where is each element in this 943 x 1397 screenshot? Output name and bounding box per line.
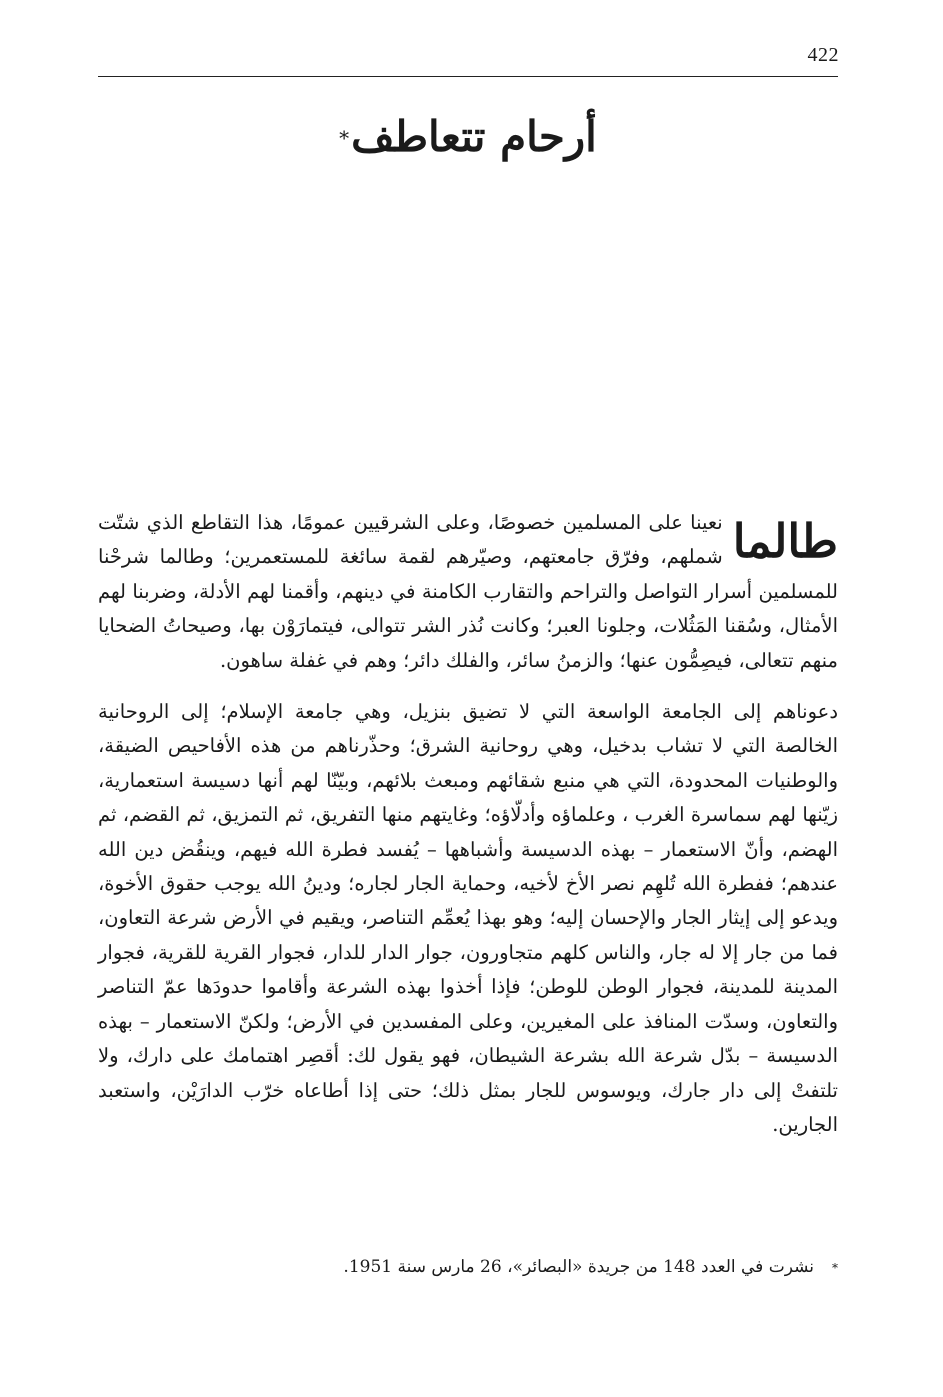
footnote-text: نشرت في العدد 148 من جريدة «البصائر»، 26 مارس سنة 1951. bbox=[343, 1257, 814, 1277]
paragraph-1-text: نعينا على المسلمين خصوصًا، وعلى الشرقيين عمومًا، هذا التقاطع الذي شتّت شملهم، وفرّق جامعتهم، وصيّرهم لقمة سائغة للمستعمرين؛ وطالما شرحْنا للمسلمين أسرار التواصل والتراحم والتقارب الكامنة في دينهم، وأقمنا لهم الأدلة، وضربنا لهم الأمثال، وسُقنا المَثُلات، وجلونا العبر؛ وكانت نُذر الشر تتوالى، فيتمارَوْن بها، وصيحاتُ الضحايا منهم تتعالى، فيصِمُّون عنها؛ والزمنُ سائر، والفلك دائر؛ وهم في غفلة ساهون. bbox=[98, 511, 838, 672]
paragraph-2: دعوناهم إلى الجامعة الواسعة التي لا تضيق بنزيل، وهي جامعة الإسلام؛ إلى الروحانية الخالصة التي لا تشاب بدخيل، وهي روحانية الشرق؛ وحذّرناهم من هذه الأفاحيص الضيقة، والوطنيات المحدودة، التي هي منبع شقائهم ومبعث بلائهم، وبيّنّا لهم أنها دسيسة استعمارية، زيّنها لهم سماسرة الغرب ، وعلماؤه وأدلّاؤه؛ وغايتهم منها التفريق، ثم التمزيق، ثم القضم، ثم الهضم، وأنّ الاستعمار – بهذه الدسيسة وأشباهها – يُفسد فطرة الله فيهم، وينقُض دين الله عندهم؛ ففطرة الله تُلهِم نصر الأخ لأخيه، وحماية الجار لجاره؛ ودينُ الله يوجب حقوق الأخوة، ويدعو إلى إيثار الجار والإحسان إليه؛ وهو بهذا يُعمِّم التناصر، ويقيم في الأرض شرعة التعاون، فما من جار إلا له جار، والناس كلهم متجاورون، جوار الدار للدار، فجوار القرية للقرية، فجوار المدينة للمدينة، فجوار الوطن للوطن؛ فإذا أخذوا بهذه الشرعة وأقاموا حدودَها عمّ التناصر والتعاون، وسدّت المنافذ على المغيرين، وعلى المفسدين في الأرض؛ ولكنّ الاستعمار – بهذه الدسيسة – بدّل شرعة الله بشرعة الشيطان، فهو يقول لك: أقصِر اهتمامك على دارك، ولا تلتفتْ إلى دار جارك، ويوسوس للجار بمثل ذلك؛ حتى إذا أطاعاه خرّب الدارَيْن، واستعبد الجارين. bbox=[98, 700, 838, 1136]
header-rule bbox=[98, 76, 838, 77]
article-body bbox=[98, 506, 838, 1142]
paragraph-1 bbox=[98, 506, 838, 678]
article-title: أرحام تتعاطف bbox=[351, 112, 597, 161]
drop-cap-word: طالما bbox=[732, 514, 838, 568]
article-title-block bbox=[98, 112, 838, 161]
page-number: 422 bbox=[807, 44, 839, 66]
title-footnote-mark: * bbox=[339, 125, 350, 150]
footnote-mark: * bbox=[832, 1260, 838, 1275]
footnote bbox=[98, 1252, 838, 1283]
